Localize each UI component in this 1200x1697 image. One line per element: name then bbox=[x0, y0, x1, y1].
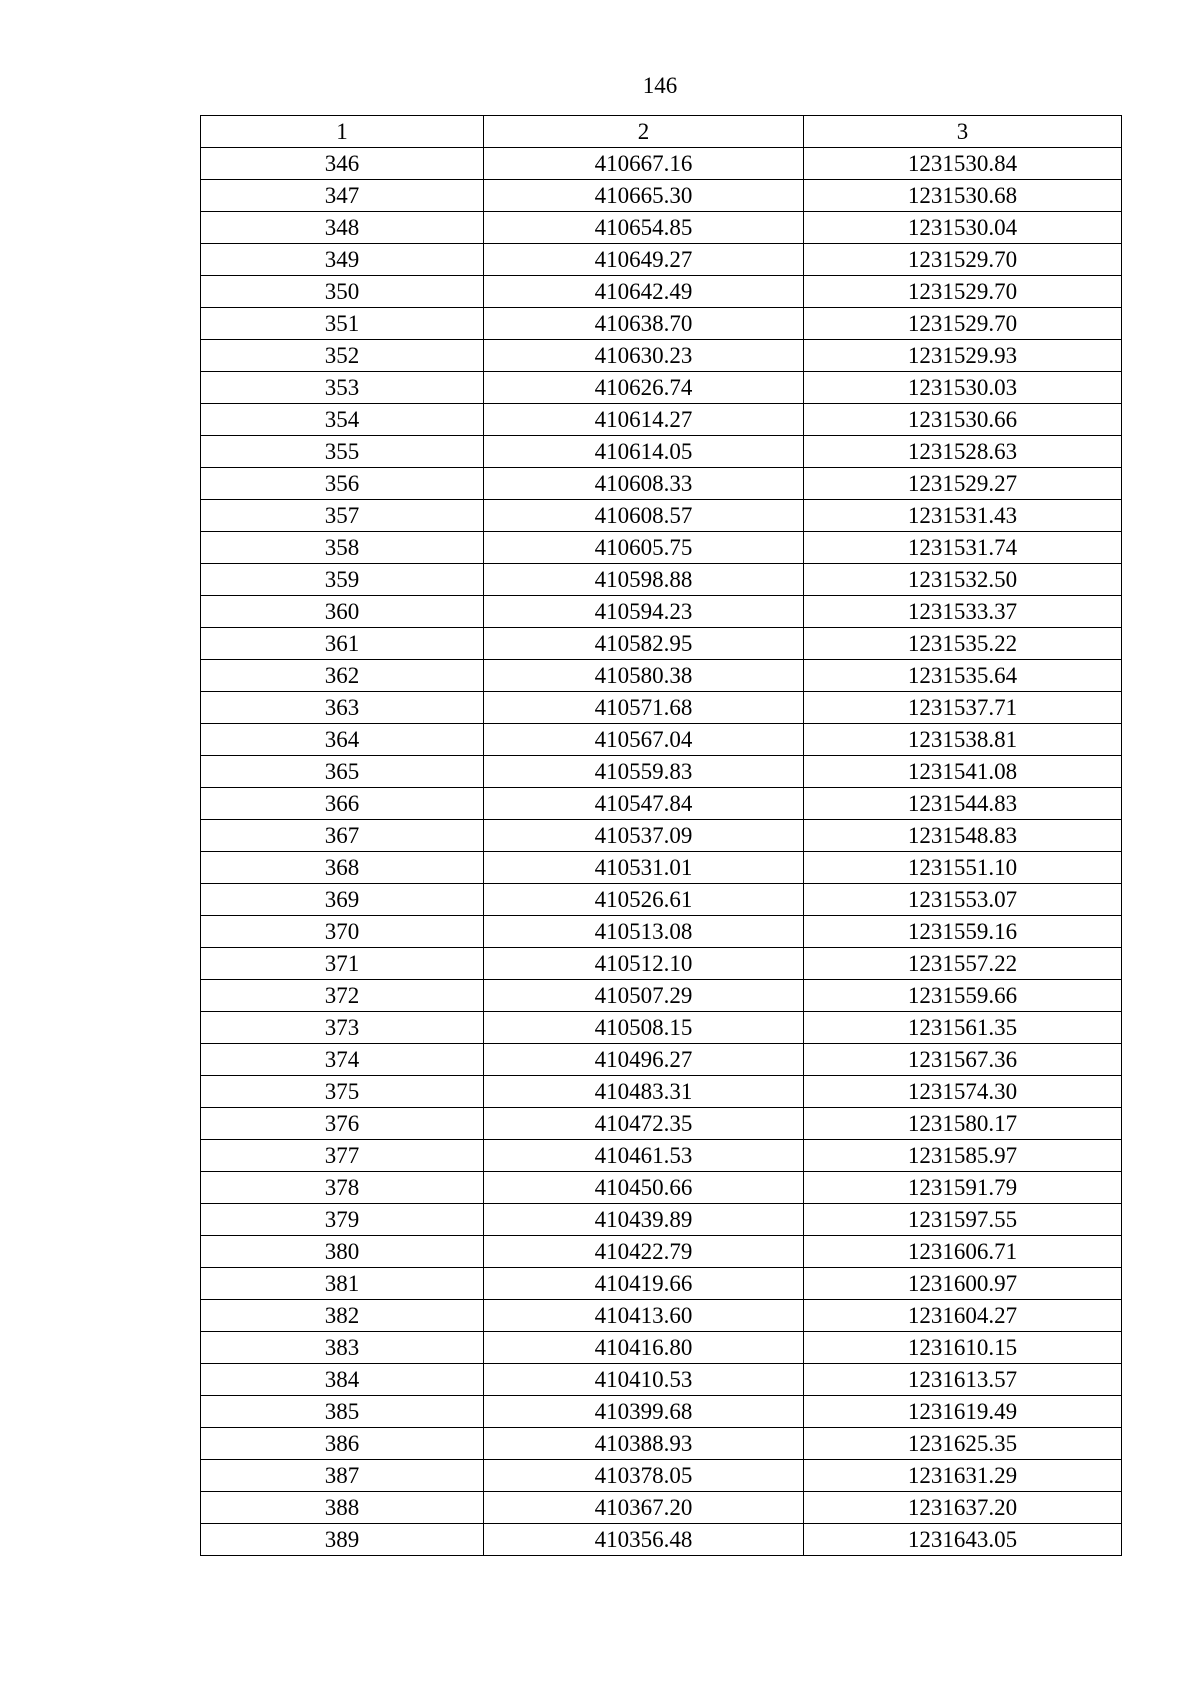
x-coordinate-cell: 410531.01 bbox=[484, 852, 804, 884]
x-coordinate-cell: 410507.29 bbox=[484, 980, 804, 1012]
point-number-cell: 389 bbox=[201, 1524, 484, 1556]
x-coordinate-cell: 410594.23 bbox=[484, 596, 804, 628]
table-row bbox=[201, 756, 1122, 788]
table-row bbox=[201, 1268, 1122, 1300]
point-number-cell: 355 bbox=[201, 436, 484, 468]
table-row bbox=[201, 564, 1122, 596]
point-number-cell: 373 bbox=[201, 1012, 484, 1044]
table-row bbox=[201, 1012, 1122, 1044]
table-row bbox=[201, 1044, 1122, 1076]
x-coordinate-cell: 410638.70 bbox=[484, 308, 804, 340]
x-coordinate-cell: 410614.05 bbox=[484, 436, 804, 468]
x-coordinate-cell: 410439.89 bbox=[484, 1204, 804, 1236]
x-coordinate-cell: 410399.68 bbox=[484, 1396, 804, 1428]
x-coordinate-cell: 410626.74 bbox=[484, 372, 804, 404]
x-coordinate-cell: 410537.09 bbox=[484, 820, 804, 852]
point-number-cell: 357 bbox=[201, 500, 484, 532]
y-coordinate-cell: 1231538.81 bbox=[804, 724, 1122, 756]
y-coordinate-cell: 1231529.70 bbox=[804, 308, 1122, 340]
y-coordinate-cell: 1231553.07 bbox=[804, 884, 1122, 916]
y-coordinate-cell: 1231530.03 bbox=[804, 372, 1122, 404]
y-coordinate-cell: 1231530.66 bbox=[804, 404, 1122, 436]
table-row bbox=[201, 500, 1122, 532]
point-number-cell: 356 bbox=[201, 468, 484, 500]
point-number-cell: 365 bbox=[201, 756, 484, 788]
x-coordinate-cell: 410526.61 bbox=[484, 884, 804, 916]
x-coordinate-cell: 410567.04 bbox=[484, 724, 804, 756]
x-coordinate-cell: 410422.79 bbox=[484, 1236, 804, 1268]
table-header-row bbox=[201, 116, 1122, 148]
y-coordinate-cell: 1231557.22 bbox=[804, 948, 1122, 980]
table-body bbox=[201, 148, 1122, 1556]
y-coordinate-cell: 1231631.29 bbox=[804, 1460, 1122, 1492]
point-number-cell: 364 bbox=[201, 724, 484, 756]
y-coordinate-cell: 1231580.17 bbox=[804, 1108, 1122, 1140]
y-coordinate-cell: 1231561.35 bbox=[804, 1012, 1122, 1044]
point-number-cell: 378 bbox=[201, 1172, 484, 1204]
x-coordinate-cell: 410413.60 bbox=[484, 1300, 804, 1332]
table-row bbox=[201, 660, 1122, 692]
y-coordinate-cell: 1231541.08 bbox=[804, 756, 1122, 788]
point-number-cell: 349 bbox=[201, 244, 484, 276]
x-coordinate-cell: 410483.31 bbox=[484, 1076, 804, 1108]
table-row bbox=[201, 1076, 1122, 1108]
point-number-cell: 377 bbox=[201, 1140, 484, 1172]
table-row bbox=[201, 244, 1122, 276]
page-number: 146 bbox=[642, 73, 678, 98]
point-number-cell: 354 bbox=[201, 404, 484, 436]
point-number-cell: 370 bbox=[201, 916, 484, 948]
point-number-cell: 382 bbox=[201, 1300, 484, 1332]
point-number-cell: 384 bbox=[201, 1364, 484, 1396]
table-row bbox=[201, 980, 1122, 1012]
point-number-cell: 380 bbox=[201, 1236, 484, 1268]
point-number-cell: 359 bbox=[201, 564, 484, 596]
point-number-cell: 385 bbox=[201, 1396, 484, 1428]
table-row bbox=[201, 1172, 1122, 1204]
y-coordinate-cell: 1231637.20 bbox=[804, 1492, 1122, 1524]
point-number-cell: 360 bbox=[201, 596, 484, 628]
point-number-cell: 376 bbox=[201, 1108, 484, 1140]
x-coordinate-cell: 410419.66 bbox=[484, 1268, 804, 1300]
table-row bbox=[201, 820, 1122, 852]
y-coordinate-cell: 1231548.83 bbox=[804, 820, 1122, 852]
x-coordinate-cell: 410608.57 bbox=[484, 500, 804, 532]
point-number-cell: 386 bbox=[201, 1428, 484, 1460]
table-row bbox=[201, 308, 1122, 340]
x-coordinate-cell: 410598.88 bbox=[484, 564, 804, 596]
x-coordinate-cell: 410450.66 bbox=[484, 1172, 804, 1204]
table-row bbox=[201, 148, 1122, 180]
y-coordinate-cell: 1231606.71 bbox=[804, 1236, 1122, 1268]
point-number-cell: 346 bbox=[201, 148, 484, 180]
table-row bbox=[201, 724, 1122, 756]
x-coordinate-cell: 410388.93 bbox=[484, 1428, 804, 1460]
table-row bbox=[201, 628, 1122, 660]
table-row bbox=[201, 1332, 1122, 1364]
header-cell-2: 2 bbox=[484, 116, 804, 148]
y-coordinate-cell: 1231529.70 bbox=[804, 276, 1122, 308]
x-coordinate-cell: 410608.33 bbox=[484, 468, 804, 500]
table-row bbox=[201, 1524, 1122, 1556]
table-row bbox=[201, 1364, 1122, 1396]
y-coordinate-cell: 1231597.55 bbox=[804, 1204, 1122, 1236]
y-coordinate-cell: 1231619.49 bbox=[804, 1396, 1122, 1428]
table-row bbox=[201, 532, 1122, 564]
table-row bbox=[201, 180, 1122, 212]
point-number-cell: 366 bbox=[201, 788, 484, 820]
y-coordinate-cell: 1231528.63 bbox=[804, 436, 1122, 468]
y-coordinate-cell: 1231585.97 bbox=[804, 1140, 1122, 1172]
x-coordinate-cell: 410356.48 bbox=[484, 1524, 804, 1556]
x-coordinate-cell: 410508.15 bbox=[484, 1012, 804, 1044]
table-row bbox=[201, 596, 1122, 628]
point-number-cell: 387 bbox=[201, 1460, 484, 1492]
point-number-cell: 358 bbox=[201, 532, 484, 564]
y-coordinate-cell: 1231531.74 bbox=[804, 532, 1122, 564]
point-number-cell: 368 bbox=[201, 852, 484, 884]
point-number-cell: 388 bbox=[201, 1492, 484, 1524]
table-row bbox=[201, 404, 1122, 436]
y-coordinate-cell: 1231604.27 bbox=[804, 1300, 1122, 1332]
x-coordinate-cell: 410580.38 bbox=[484, 660, 804, 692]
y-coordinate-cell: 1231567.36 bbox=[804, 1044, 1122, 1076]
x-coordinate-cell: 410665.30 bbox=[484, 180, 804, 212]
table-row bbox=[201, 852, 1122, 884]
table-row bbox=[201, 1236, 1122, 1268]
point-number-cell: 372 bbox=[201, 980, 484, 1012]
point-number-cell: 362 bbox=[201, 660, 484, 692]
table-row bbox=[201, 884, 1122, 916]
point-number-cell: 367 bbox=[201, 820, 484, 852]
table-row bbox=[201, 916, 1122, 948]
point-number-cell: 381 bbox=[201, 1268, 484, 1300]
point-number-cell: 363 bbox=[201, 692, 484, 724]
table-row bbox=[201, 1140, 1122, 1172]
table-row bbox=[201, 788, 1122, 820]
point-number-cell: 379 bbox=[201, 1204, 484, 1236]
x-coordinate-cell: 410410.53 bbox=[484, 1364, 804, 1396]
y-coordinate-cell: 1231529.93 bbox=[804, 340, 1122, 372]
y-coordinate-cell: 1231574.30 bbox=[804, 1076, 1122, 1108]
header-cell-3: 3 bbox=[804, 116, 1122, 148]
point-number-cell: 348 bbox=[201, 212, 484, 244]
y-coordinate-cell: 1231529.27 bbox=[804, 468, 1122, 500]
y-coordinate-cell: 1231643.05 bbox=[804, 1524, 1122, 1556]
table-row bbox=[201, 692, 1122, 724]
point-number-cell: 351 bbox=[201, 308, 484, 340]
x-coordinate-cell: 410367.20 bbox=[484, 1492, 804, 1524]
coordinates-table bbox=[200, 115, 1122, 1556]
table-row bbox=[201, 212, 1122, 244]
y-coordinate-cell: 1231532.50 bbox=[804, 564, 1122, 596]
table-row bbox=[201, 1492, 1122, 1524]
point-number-cell: 369 bbox=[201, 884, 484, 916]
x-coordinate-cell: 410472.35 bbox=[484, 1108, 804, 1140]
y-coordinate-cell: 1231537.71 bbox=[804, 692, 1122, 724]
point-number-cell: 383 bbox=[201, 1332, 484, 1364]
point-number-cell: 352 bbox=[201, 340, 484, 372]
x-coordinate-cell: 410582.95 bbox=[484, 628, 804, 660]
y-coordinate-cell: 1231535.64 bbox=[804, 660, 1122, 692]
x-coordinate-cell: 410571.68 bbox=[484, 692, 804, 724]
y-coordinate-cell: 1231600.97 bbox=[804, 1268, 1122, 1300]
point-number-cell: 353 bbox=[201, 372, 484, 404]
y-coordinate-cell: 1231529.70 bbox=[804, 244, 1122, 276]
y-coordinate-cell: 1231551.10 bbox=[804, 852, 1122, 884]
y-coordinate-cell: 1231625.35 bbox=[804, 1428, 1122, 1460]
y-coordinate-cell: 1231530.04 bbox=[804, 212, 1122, 244]
table-row bbox=[201, 1428, 1122, 1460]
table-row bbox=[201, 276, 1122, 308]
x-coordinate-cell: 410614.27 bbox=[484, 404, 804, 436]
point-number-cell: 371 bbox=[201, 948, 484, 980]
x-coordinate-cell: 410605.75 bbox=[484, 532, 804, 564]
table-row bbox=[201, 1300, 1122, 1332]
point-number-cell: 361 bbox=[201, 628, 484, 660]
y-coordinate-cell: 1231544.83 bbox=[804, 788, 1122, 820]
y-coordinate-cell: 1231591.79 bbox=[804, 1172, 1122, 1204]
table-row bbox=[201, 436, 1122, 468]
x-coordinate-cell: 410461.53 bbox=[484, 1140, 804, 1172]
y-coordinate-cell: 1231613.57 bbox=[804, 1364, 1122, 1396]
x-coordinate-cell: 410378.05 bbox=[484, 1460, 804, 1492]
point-number-cell: 374 bbox=[201, 1044, 484, 1076]
x-coordinate-cell: 410547.84 bbox=[484, 788, 804, 820]
y-coordinate-cell: 1231530.84 bbox=[804, 148, 1122, 180]
table-row bbox=[201, 340, 1122, 372]
x-coordinate-cell: 410630.23 bbox=[484, 340, 804, 372]
y-coordinate-cell: 1231535.22 bbox=[804, 628, 1122, 660]
y-coordinate-cell: 1231530.68 bbox=[804, 180, 1122, 212]
table-row bbox=[201, 372, 1122, 404]
y-coordinate-cell: 1231533.37 bbox=[804, 596, 1122, 628]
x-coordinate-cell: 410649.27 bbox=[484, 244, 804, 276]
table-row bbox=[201, 1460, 1122, 1492]
table-row bbox=[201, 1396, 1122, 1428]
x-coordinate-cell: 410654.85 bbox=[484, 212, 804, 244]
y-coordinate-cell: 1231610.15 bbox=[804, 1332, 1122, 1364]
table-row bbox=[201, 468, 1122, 500]
table-row bbox=[201, 948, 1122, 980]
y-coordinate-cell: 1231531.43 bbox=[804, 500, 1122, 532]
header-cell-1: 1 bbox=[201, 116, 484, 148]
table-row bbox=[201, 1108, 1122, 1140]
x-coordinate-cell: 410416.80 bbox=[484, 1332, 804, 1364]
point-number-cell: 347 bbox=[201, 180, 484, 212]
table-row bbox=[201, 1204, 1122, 1236]
y-coordinate-cell: 1231559.66 bbox=[804, 980, 1122, 1012]
x-coordinate-cell: 410512.10 bbox=[484, 948, 804, 980]
point-number-cell: 375 bbox=[201, 1076, 484, 1108]
x-coordinate-cell: 410667.16 bbox=[484, 148, 804, 180]
x-coordinate-cell: 410496.27 bbox=[484, 1044, 804, 1076]
x-coordinate-cell: 410559.83 bbox=[484, 756, 804, 788]
y-coordinate-cell: 1231559.16 bbox=[804, 916, 1122, 948]
x-coordinate-cell: 410513.08 bbox=[484, 916, 804, 948]
point-number-cell: 350 bbox=[201, 276, 484, 308]
x-coordinate-cell: 410642.49 bbox=[484, 276, 804, 308]
